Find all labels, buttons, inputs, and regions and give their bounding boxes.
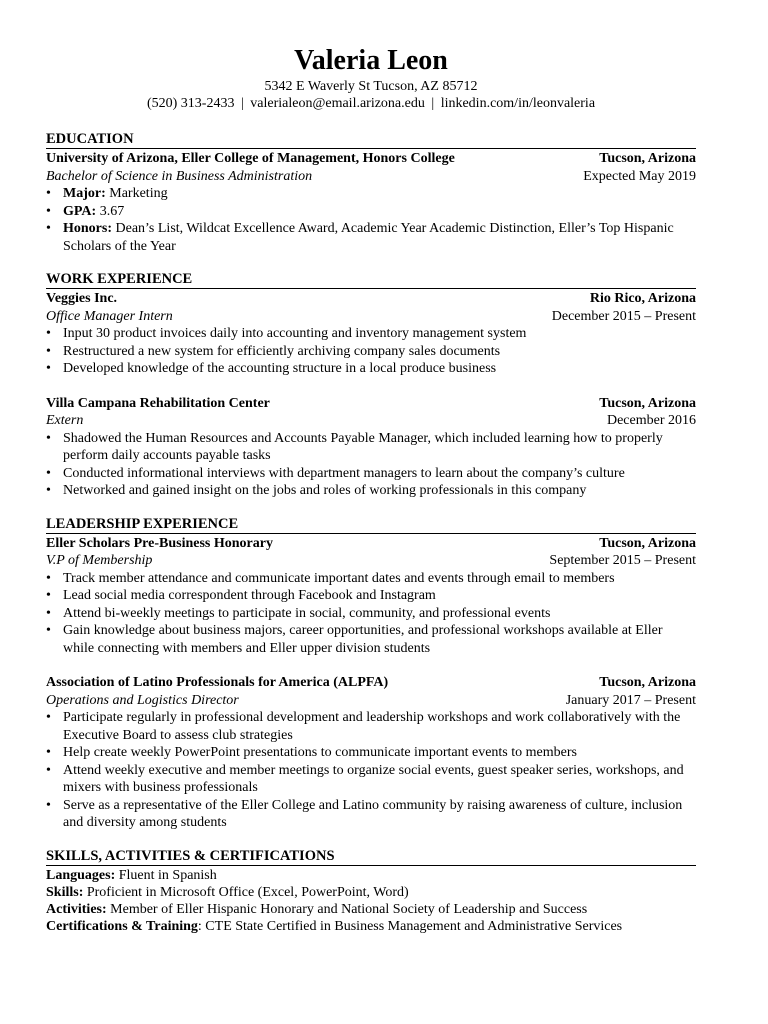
- entry-header-row: [46, 150, 696, 168]
- bullet-text: Participate regularly in professional development and leadership workshops and work collaboratively with the Executive Board to assess club strategies: [63, 710, 681, 743]
- role-title: Extern: [46, 413, 84, 428]
- list-item: [46, 430, 696, 465]
- bullet-glyph: •: [46, 797, 51, 813]
- list-item: [46, 185, 696, 203]
- list-item: [46, 622, 696, 657]
- entry-subheader-row: [46, 308, 696, 326]
- applicant-name: Valeria Leon: [294, 45, 448, 76]
- bullet-glyph: •: [46, 588, 51, 603]
- bullet-glyph: •: [46, 186, 51, 201]
- item-label: GPA:: [63, 203, 97, 219]
- role-title: Office Manager Intern: [46, 308, 173, 324]
- role-title: Operations and Logistics Director: [46, 692, 239, 708]
- entry-location: Tucson, Arizona: [599, 675, 696, 690]
- bullet-glyph: •: [46, 762, 51, 778]
- separator: |: [240, 95, 244, 111]
- contact-line: [46, 96, 696, 113]
- organization-name: Villa Campana Rehabilitation Center: [46, 395, 270, 411]
- email-address[interactable]: valerialeon@email.arizona.edu: [250, 95, 425, 111]
- leadership-experience-section: [46, 516, 696, 832]
- leadership-entry: [46, 535, 696, 658]
- item-label: Skills:: [46, 884, 84, 900]
- entry-subheader-row: [46, 552, 696, 570]
- organization-name: Veggies Inc.: [46, 291, 118, 306]
- bullet-text: Restructured a new system for efficiently archiving company sales documents: [63, 343, 501, 359]
- bullet-text: Networked and gained insight on the jobs and roles of working professionals in this company: [63, 483, 587, 498]
- list-item: [46, 797, 696, 832]
- bullet-glyph: •: [46, 361, 51, 376]
- item-text: Fluent in Spanish: [115, 867, 217, 883]
- entry-date: December 2015 – Present: [551, 308, 696, 324]
- degree-name: Bachelor of Science in Business Administration: [46, 168, 313, 184]
- item-label: Languages:: [46, 867, 116, 883]
- bullet-glyph: •: [46, 745, 51, 760]
- bullet-text: Shadowed the Human Resources and Accounts Payable Manager, which included learning how to properly perform daily accounts payable tasks: [63, 430, 663, 463]
- section-heading: SKILLS, ACTIVITIES & CERTIFICATIONS: [46, 848, 696, 866]
- linkedin-url[interactable]: linkedin.com/in/leonvaleria: [440, 95, 596, 111]
- role-title: V.P of Membership: [46, 553, 153, 568]
- bullet-glyph: •: [46, 623, 51, 638]
- bullet-glyph: •: [46, 203, 51, 219]
- list-item: [46, 220, 696, 255]
- skill-line: [46, 901, 696, 918]
- bullet-list: [46, 709, 696, 832]
- bullet-text: Conducted informational interviews with department managers to learn about the company’s culture: [63, 465, 625, 481]
- bullet-glyph: •: [46, 570, 51, 586]
- list-item: [46, 605, 696, 623]
- bullet-text: Serve as a representative of the Eller College and Latino community by raising awareness of culture, inclusion and diversity among students: [63, 797, 683, 830]
- bullet-list: [46, 570, 696, 658]
- leadership-entry: [46, 674, 696, 832]
- bullet-text: Input 30 product invoices daily into accounting and inventory management system: [63, 326, 527, 341]
- bullet-text: Attend bi-weekly meetings to participate in social, community, and professional events: [63, 605, 551, 621]
- item-text: : CTE State Certified in Business Management and Administrative Services: [197, 918, 623, 934]
- entry-header-row: [46, 395, 696, 413]
- bullet-text: Gain knowledge about business majors, career opportunities, and professional workshops available at Eller while connecting with members and Eller upper division students: [63, 623, 663, 656]
- list-item: [46, 709, 696, 744]
- bullet-text: Lead social media correspondent through Facebook and Instagram: [63, 588, 436, 603]
- address-line: 5342 E Waverly St Tucson, AZ 85712: [264, 79, 478, 94]
- list-item: [46, 762, 696, 797]
- entry-date: September 2015 – Present: [549, 553, 696, 568]
- bullet-glyph: •: [46, 710, 51, 725]
- entry-location: Tucson, Arizona: [599, 535, 696, 551]
- work-entry: [46, 290, 696, 378]
- bullet-glyph: •: [46, 430, 51, 446]
- bullet-glyph: •: [46, 483, 51, 498]
- list-item: [46, 325, 696, 343]
- list-item: [46, 587, 696, 605]
- skill-line: [46, 867, 696, 884]
- education-section: [46, 131, 696, 255]
- entry-subheader-row: [46, 168, 696, 186]
- skills-section: [46, 848, 696, 935]
- bullet-glyph: •: [46, 221, 51, 236]
- entry-header-row: [46, 674, 696, 692]
- section-heading: WORK EXPERIENCE: [46, 271, 696, 289]
- entry-date: January 2017 – Present: [565, 692, 696, 708]
- bullet-glyph: •: [46, 343, 51, 359]
- entry-location: Tucson, Arizona: [599, 395, 696, 411]
- education-details-list: [46, 185, 696, 255]
- bullet-text: Track member attendance and communicate important dates and events through email to members: [63, 570, 615, 586]
- separator: |: [431, 95, 435, 111]
- list-item: [46, 203, 696, 221]
- section-heading: LEADERSHIP EXPERIENCE: [46, 516, 696, 534]
- list-item: [46, 482, 696, 500]
- organization-name: Eller Scholars Pre-Business Honorary: [46, 535, 273, 551]
- item-label: Honors:: [63, 221, 112, 236]
- bullet-text: Attend weekly executive and member meetings to organize social events, guest speaker series, workshops, and mixers with business professionals: [63, 762, 684, 795]
- phone-number: (520) 313-2433: [146, 95, 235, 111]
- item-text: 3.67: [96, 203, 125, 219]
- skill-line: [46, 884, 696, 901]
- list-item: [46, 360, 696, 378]
- entry-header-row: [46, 290, 696, 308]
- organization-name: Association of Latino Professionals for America (ALPFA): [46, 675, 389, 690]
- education-entry: [46, 150, 696, 255]
- entry-subheader-row: [46, 412, 696, 430]
- bullet-text: Help create weekly PowerPoint presentations to communicate important events to members: [63, 745, 577, 760]
- list-item: [46, 744, 696, 762]
- item-label: Major:: [63, 186, 106, 201]
- work-experience-section: [46, 271, 696, 500]
- work-entry: [46, 395, 696, 500]
- entry-subheader-row: [46, 692, 696, 710]
- item-text: Proficient in Microsoft Office (Excel, PowerPoint, Word): [83, 884, 409, 900]
- bullet-glyph: •: [46, 326, 51, 341]
- entry-location: Tucson, Arizona: [599, 151, 696, 166]
- entry-location: Rio Rico, Arizona: [589, 291, 696, 306]
- list-item: [46, 343, 696, 361]
- bullet-text: Developed knowledge of the accounting structure in a local produce business: [63, 361, 497, 376]
- section-heading: EDUCATION: [46, 131, 696, 149]
- entry-header-row: [46, 535, 696, 553]
- entry-date: December 2016: [606, 413, 696, 428]
- item-text: Marketing: [105, 186, 168, 201]
- list-item: [46, 465, 696, 483]
- bullet-list: [46, 325, 696, 378]
- bullet-glyph: •: [46, 465, 51, 481]
- school-name: University of Arizona, Eller College of Management, Honors College: [46, 151, 455, 166]
- item-label: Activities:: [46, 901, 107, 917]
- bullet-glyph: •: [46, 605, 51, 621]
- list-item: [46, 570, 696, 588]
- item-text: Member of Eller Hispanic Honorary and National Society of Leadership and Success: [106, 901, 588, 917]
- entry-date: Expected May 2019: [583, 168, 696, 184]
- bullet-list: [46, 430, 696, 500]
- item-label: Certifications & Training: [46, 918, 198, 934]
- skill-line: [46, 918, 696, 935]
- item-text: Dean’s List, Wildcat Excellence Award, Academic Year Academic Distinction, Eller’s Top Hispanic Scholars of the Year: [63, 221, 674, 254]
